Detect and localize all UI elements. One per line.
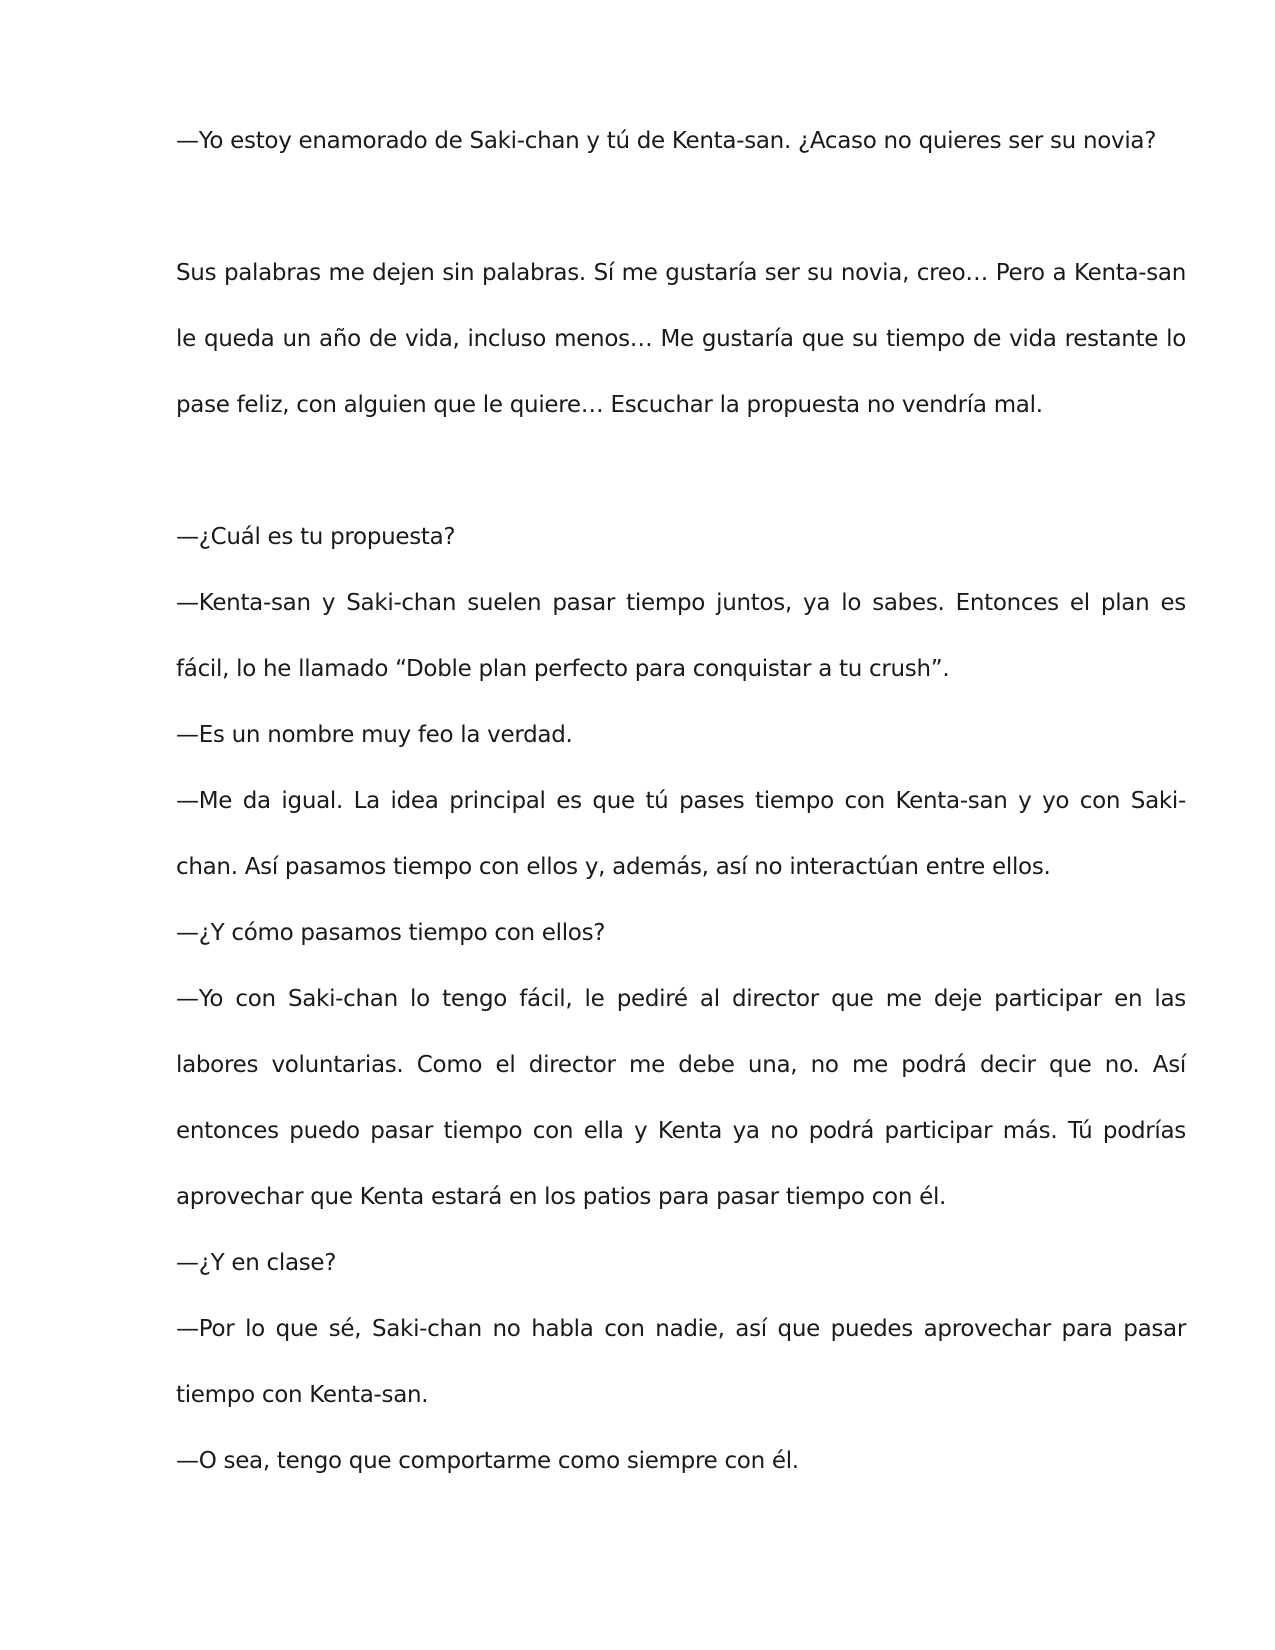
paragraph-dialogue-6: —¿Y cómo pasamos tiempo con ellos? (176, 920, 606, 946)
paragraph-dialogue-9: —Por lo que sé, Saki-chan no habla con nadie, así que puedes aprovechar para pasar tiempo con Kenta-san. (176, 1316, 1186, 1408)
paragraph-dialogue-8: —¿Y en clase? (176, 1250, 337, 1276)
paragraph-spacer (176, 174, 1186, 240)
paragraph-spacer (176, 438, 1186, 504)
paragraph-dialogue-4: —Es un nombre muy feo la verdad. (176, 722, 573, 748)
paragraph-dialogue-10: —O sea, tengo que comportarme como siempre con él. (176, 1448, 799, 1474)
document-body (176, 108, 1186, 1494)
paragraph-dialogue-7: —Yo con Saki-chan lo tengo fácil, le pediré al director que me deje participar en las labores voluntarias. Como el director me debe una, no me podrá decir que no. Así entonces puedo pasar tiempo con ella y Kenta ya no podrá participar más. Tú podrías aprovechar que Kenta estará en los patios para pasar tiempo con él. (176, 986, 1186, 1210)
paragraph-dialogue-1: —Yo estoy enamorado de Saki-chan y tú de Kenta-san. ¿Acaso no quieres ser su novia? (176, 128, 1157, 154)
paragraph-narration: Sus palabras me dejen sin palabras. Sí me gustaría ser su novia, creo… Pero a Kenta-san le queda un año de vida, incluso menos… Me gustaría que su tiempo de vida restante lo pase feliz, con alguien que le quiere… Escuchar la propuesta no vendría mal. (176, 260, 1186, 418)
paragraph-dialogue-2: —¿Cuál es tu propuesta? (176, 524, 456, 550)
paragraph-dialogue-3: —Kenta-san y Saki-chan suelen pasar tiempo juntos, ya lo sabes. Entonces el plan es fácil, lo he llamado “Doble plan perfecto para conquistar a tu crush”. (176, 590, 1186, 682)
paragraph-dialogue-5: —Me da igual. La idea principal es que tú pases tiempo con Kenta-san y yo con Saki-chan. Así pasamos tiempo con ellos y, además, así no interactúan entre ellos. (176, 788, 1186, 880)
